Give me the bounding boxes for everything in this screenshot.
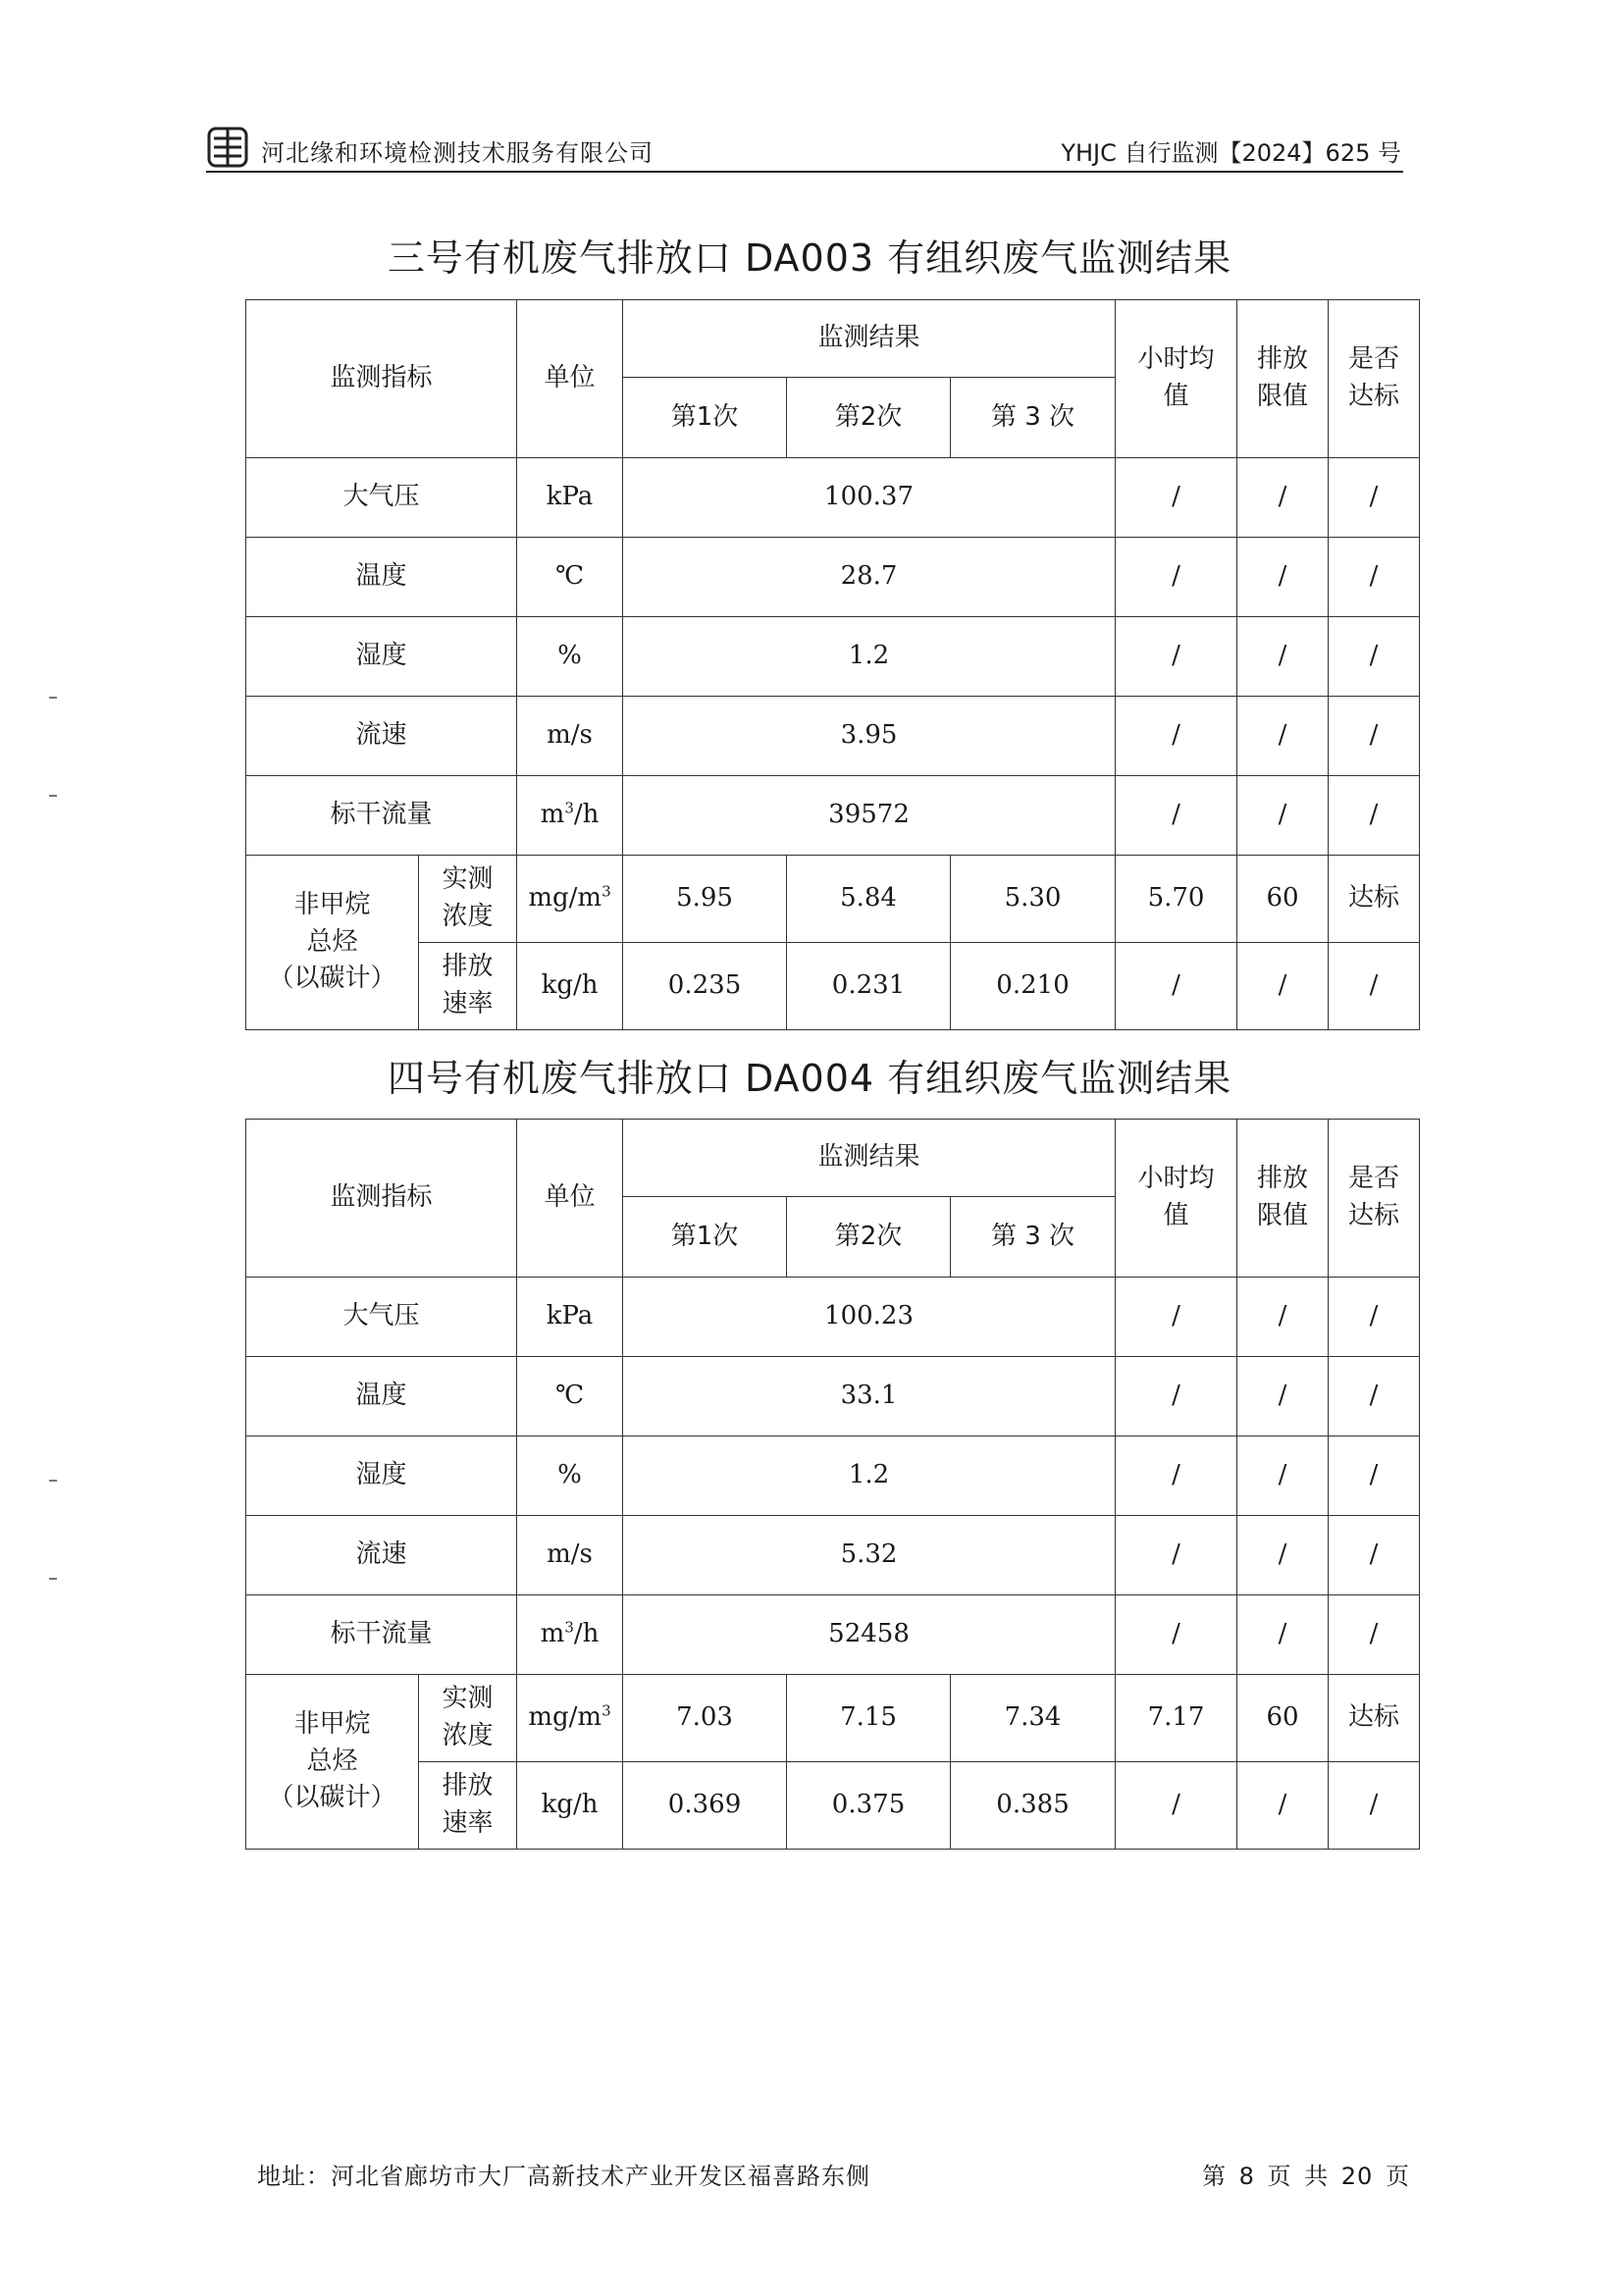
- margin-mark: [49, 697, 57, 699]
- header-run-1: 第1次: [623, 378, 787, 458]
- header-compliant: 是否达标: [1329, 300, 1420, 458]
- table-row: [246, 1278, 1420, 1357]
- row-compliant: /: [1329, 458, 1420, 538]
- row-unit: %: [517, 617, 623, 697]
- row-limit: /: [1237, 617, 1329, 697]
- unit-base: m: [540, 1619, 565, 1649]
- unit-base: m: [540, 800, 565, 830]
- nmhc-name-line: 非甲烷: [293, 1708, 371, 1739]
- label-line: 速率: [442, 989, 494, 1018]
- row-name: 流速: [246, 1516, 517, 1595]
- table-row: [246, 1516, 1420, 1595]
- run-2-value: 5.84: [787, 856, 951, 943]
- header-hourly: 小时均值: [1116, 1120, 1237, 1278]
- header-run-2: 第2次: [787, 1197, 951, 1278]
- company-name: 河北缘和环境检测技术服务有限公司: [261, 139, 654, 167]
- document-number: YHJC 自行监测【2024】625 号: [1061, 139, 1401, 167]
- run-2-value: 7.15: [787, 1675, 951, 1762]
- unit-tail: /h: [573, 1619, 600, 1649]
- row-hourly: /: [1116, 538, 1237, 617]
- unit-base: mg/m: [528, 1702, 602, 1733]
- run-1-value: 5.95: [623, 856, 787, 943]
- row-hourly: /: [1116, 458, 1237, 538]
- table-row: [246, 856, 1420, 943]
- row-limit: /: [1237, 1516, 1329, 1595]
- row-hourly: /: [1116, 1762, 1237, 1850]
- row-compliant: /: [1329, 617, 1420, 697]
- row-compliant: /: [1329, 1278, 1420, 1357]
- table-row: [246, 538, 1420, 617]
- page-header: [206, 126, 1403, 173]
- row-name: 温度: [246, 1357, 517, 1436]
- row-unit: ℃: [517, 1357, 623, 1436]
- row-hourly: /: [1116, 617, 1237, 697]
- row-limit: /: [1237, 943, 1329, 1030]
- table-row: [246, 458, 1420, 538]
- row-limit: /: [1237, 538, 1329, 617]
- table-row: [246, 697, 1420, 776]
- margin-mark: [49, 795, 57, 797]
- row-value: 3.95: [623, 697, 1116, 776]
- row-value: 28.7: [623, 538, 1116, 617]
- results-table-da004: [245, 1119, 1420, 1850]
- row-limit: 60: [1237, 856, 1329, 943]
- company-logo-icon: [206, 126, 249, 169]
- table-row: [246, 1436, 1420, 1516]
- header-limit: 排放限值: [1237, 300, 1329, 458]
- run-3-value: 0.210: [951, 943, 1116, 1030]
- row-name: 流速: [246, 697, 517, 776]
- row-unit: ℃: [517, 538, 623, 617]
- footer-address: 地址：河北省廊坊市大厂高新技术产业开发区福喜路东侧: [257, 2163, 870, 2190]
- row-hourly: 5.70: [1116, 856, 1237, 943]
- label-line: 实测: [442, 1684, 494, 1714]
- page-number: 第 8 页 共 20 页: [1202, 2163, 1410, 2190]
- nmhc-name-line: 总烃: [306, 1746, 358, 1776]
- row-hourly: /: [1116, 776, 1237, 856]
- row-limit: /: [1237, 1357, 1329, 1436]
- row-value: 52458: [623, 1595, 1116, 1675]
- header-run-3: 第 3 次: [951, 378, 1116, 458]
- run-2-value: 0.231: [787, 943, 951, 1030]
- header-run-1: 第1次: [623, 1197, 787, 1278]
- run-3-value: 7.34: [951, 1675, 1116, 1762]
- row-hourly: /: [1116, 1516, 1237, 1595]
- row-value: 39572: [623, 776, 1116, 856]
- unit-tail: /h: [573, 800, 600, 830]
- table-row: [246, 1595, 1420, 1675]
- row-limit: /: [1237, 776, 1329, 856]
- row-hourly: 7.17: [1116, 1675, 1237, 1762]
- margin-mark: [49, 1578, 57, 1580]
- row-hourly: /: [1116, 697, 1237, 776]
- row-compliant: /: [1329, 538, 1420, 617]
- row-value: 1.2: [623, 1436, 1116, 1516]
- row-hourly: /: [1116, 1357, 1237, 1436]
- row-limit: /: [1237, 1762, 1329, 1850]
- unit-superscript: 3: [602, 882, 611, 901]
- row-unit: kg/h: [517, 943, 623, 1030]
- row-name: 温度: [246, 538, 517, 617]
- row-name: 标干流量: [246, 1595, 517, 1675]
- row-name: 大气压: [246, 1278, 517, 1357]
- unit-superscript: 3: [602, 1701, 611, 1720]
- header-hourly: 小时均值: [1116, 300, 1237, 458]
- emission-rate-label: [419, 1762, 517, 1850]
- header-run-3: 第 3 次: [951, 1197, 1116, 1278]
- row-unit: %: [517, 1436, 623, 1516]
- header-results: 监测结果: [623, 1120, 1116, 1197]
- run-3-value: 5.30: [951, 856, 1116, 943]
- header-compliant: 是否达标: [1329, 1120, 1420, 1278]
- row-limit: /: [1237, 697, 1329, 776]
- unit-superscript: 3: [564, 799, 574, 817]
- row-unit: kPa: [517, 458, 623, 538]
- row-unit: m/s: [517, 1516, 623, 1595]
- row-compliant: 达标: [1329, 856, 1420, 943]
- header-indicator: 监测指标: [246, 300, 517, 458]
- run-1-value: 7.03: [623, 1675, 787, 1762]
- row-limit: /: [1237, 1595, 1329, 1675]
- run-1-value: 0.369: [623, 1762, 787, 1850]
- table-row: [246, 943, 1420, 1030]
- row-compliant: /: [1329, 1436, 1420, 1516]
- run-1-value: 0.235: [623, 943, 787, 1030]
- row-hourly: /: [1116, 943, 1237, 1030]
- label-line: 浓度: [442, 902, 494, 931]
- nmhc-name-line: 总烃: [306, 926, 358, 957]
- header-indicator: 监测指标: [246, 1120, 517, 1278]
- nmhc-name: [246, 1675, 419, 1850]
- nmhc-name-line: （以碳计）: [268, 964, 396, 994]
- row-unit: [517, 776, 623, 856]
- row-limit: /: [1237, 1436, 1329, 1516]
- row-value: 100.37: [623, 458, 1116, 538]
- row-hourly: /: [1116, 1278, 1237, 1357]
- run-3-value: 0.385: [951, 1762, 1116, 1850]
- label-line: 浓度: [442, 1721, 494, 1750]
- row-limit: /: [1237, 1278, 1329, 1357]
- nmhc-name-line: （以碳计）: [268, 1783, 396, 1813]
- table-title: 四号有机废气排放口 DA004 有组织废气监测结果: [387, 1057, 1232, 1100]
- row-hourly: /: [1116, 1595, 1237, 1675]
- row-compliant: 达标: [1329, 1675, 1420, 1762]
- row-unit: [517, 1595, 623, 1675]
- row-limit: /: [1237, 458, 1329, 538]
- row-compliant: /: [1329, 776, 1420, 856]
- header-unit: 单位: [517, 300, 623, 458]
- emission-rate-label: [419, 943, 517, 1030]
- row-unit: m/s: [517, 697, 623, 776]
- row-value: 1.2: [623, 617, 1116, 697]
- row-value: 5.32: [623, 1516, 1116, 1595]
- row-compliant: /: [1329, 697, 1420, 776]
- nmhc-name: [246, 856, 419, 1030]
- row-value: 33.1: [623, 1357, 1116, 1436]
- run-2-value: 0.375: [787, 1762, 951, 1850]
- measured-concentration-label: [419, 856, 517, 943]
- header-limit: 排放限值: [1237, 1120, 1329, 1278]
- table-row: [246, 1675, 1420, 1762]
- row-compliant: /: [1329, 1762, 1420, 1850]
- table-row: [246, 1357, 1420, 1436]
- row-hourly: /: [1116, 1436, 1237, 1516]
- row-name: 湿度: [246, 617, 517, 697]
- row-unit: [517, 856, 623, 943]
- label-line: 排放: [442, 1771, 494, 1801]
- table-title: 三号有机废气排放口 DA003 有组织废气监测结果: [387, 236, 1232, 280]
- row-compliant: /: [1329, 1595, 1420, 1675]
- label-line: 实测: [442, 864, 494, 895]
- row-value: 100.23: [623, 1278, 1116, 1357]
- measured-concentration-label: [419, 1675, 517, 1762]
- row-name: 湿度: [246, 1436, 517, 1516]
- unit-base: mg/m: [528, 883, 602, 913]
- row-compliant: /: [1329, 1357, 1420, 1436]
- row-unit: kg/h: [517, 1762, 623, 1850]
- row-limit: 60: [1237, 1675, 1329, 1762]
- row-compliant: /: [1329, 1516, 1420, 1595]
- label-line: 速率: [442, 1808, 494, 1838]
- row-unit: [517, 1675, 623, 1762]
- header-unit: 单位: [517, 1120, 623, 1278]
- nmhc-name-line: 非甲烷: [293, 889, 371, 919]
- table-row: [246, 617, 1420, 697]
- row-unit: kPa: [517, 1278, 623, 1357]
- results-table-da003: [245, 299, 1420, 1030]
- table-row: [246, 1762, 1420, 1850]
- table-row: [246, 776, 1420, 856]
- label-line: 排放: [442, 952, 494, 982]
- row-name: 标干流量: [246, 776, 517, 856]
- margin-mark: [49, 1480, 57, 1482]
- header-run-2: 第2次: [787, 378, 951, 458]
- unit-superscript: 3: [564, 1618, 574, 1637]
- row-compliant: /: [1329, 943, 1420, 1030]
- row-name: 大气压: [246, 458, 517, 538]
- header-results: 监测结果: [623, 300, 1116, 378]
